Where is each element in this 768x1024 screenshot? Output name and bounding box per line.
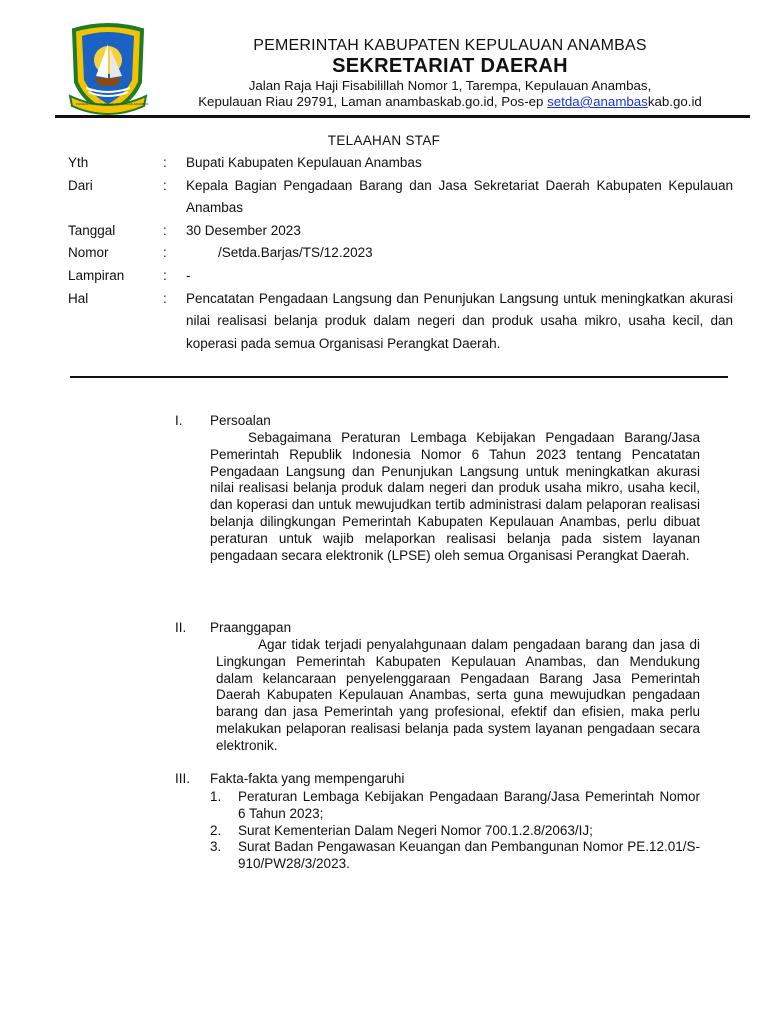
- field-label: Tanggal: [68, 222, 116, 238]
- facts-list: [210, 789, 700, 873]
- field-label: Yth: [68, 155, 89, 170]
- section-title: Persoalan: [210, 413, 271, 428]
- address-block: [150, 78, 750, 110]
- document-title: TELAAHAN STAF: [327, 133, 441, 148]
- section-title: Praanggapan: [210, 620, 292, 635]
- field-colon: :: [163, 222, 167, 238]
- list-item-number: 1.: [210, 789, 222, 804]
- field-row-tanggal: [68, 220, 733, 243]
- logo-ribbon-text: PEMERINTAH KABUPATEN KEPULAUAN ANAMBAS: [76, 102, 149, 106]
- section-body: Sebagaimana Peraturan Lembaga Kebijakan Pengadaan Barang/Jasa Pemerintah Republik Indonesia Nomor 6 Tahun 2023 tentang Pencatatan Pengadaan Langsung dan Penunjukan Langsung untuk meningkatkan akurasi nilai realisasi belanja produk dalam negeri dan produk usaha mikro, usaha kecil, dan koperasi dan untuk mewujudkan tertib administrasi dalam pelaporan realisasi belanja dilingkungan Pemerintah Kabupaten Kepulauan Anambas, perlu dibuat peraturan untuk wajib melaporkan realisasi belanja pada sistem layanan pengadaan secara elektronik (LPSE) oleh semua Organisasi Perangkat Daerah.: [210, 430, 700, 563]
- field-colon: :: [163, 177, 167, 193]
- email-link[interactable]: setda@anambas: [547, 94, 648, 109]
- list-item-text: Surat Kementerian Dalam Negeri Nomor 700.1.2.8/2063/IJ;: [238, 822, 593, 838]
- field-value: Kepala Bagian Pengadaan Barang dan Jasa Sekretariat Daerah Kabupaten Kepulauan Anambas: [186, 177, 733, 216]
- field-value: Bupati Kabupaten Kepulauan Anambas: [186, 155, 422, 170]
- field-value: 30 Desember 2023: [186, 222, 301, 238]
- section-number: I.: [175, 413, 183, 428]
- address-line-2: [150, 94, 750, 110]
- field-label: Hal: [68, 290, 89, 306]
- regency-coat-of-arms-icon: [68, 22, 148, 118]
- office-name: SEKRETARIAT DAERAH: [332, 55, 568, 77]
- field-row-nomor: [68, 242, 733, 265]
- field-label: Lampiran: [68, 267, 125, 283]
- list-item: [210, 839, 700, 873]
- list-item: [210, 789, 700, 823]
- field-value: -: [186, 267, 191, 283]
- field-row-dari: [68, 175, 733, 220]
- government-name: PEMERINTAH KABUPATEN KEPULAUAN ANAMBAS: [253, 37, 647, 54]
- list-item-text: Peraturan Lembaga Kebijakan Pengadaan Barang/Jasa Pemerintah Nomor 6 Tahun 2023;: [238, 789, 700, 821]
- field-row-lampiran: [68, 265, 733, 288]
- field-colon: :: [163, 155, 167, 170]
- address-line-1: Jalan Raja Haji Fisabilillah Nomor 1, Tarempa, Kepulauan Anambas,: [248, 78, 652, 93]
- field-row-yth: [68, 152, 733, 175]
- section-body: Agar tidak terjadi penyalahgunaan dalam pengadaan barang dan jasa di Lingkungan Pemerintah Kabupaten Kepulauan Anambas, dan Mendukung dalam kelancaraan penyelenggaraan Pengadaan Barang Jasa Pemerintah Daerah Kabupaten Kepulauan Anambas, serta guna mewujudkan pengadaan barang dan jasa Pemerintah yang profesional, efektif dan efisien, maka perlu melakukan pelaporan realisasi belanja pada system layanan pengadaan secara elektronik.: [216, 637, 700, 753]
- field-label: Dari: [68, 177, 93, 193]
- list-item: [210, 823, 700, 840]
- field-row-hal: [68, 288, 733, 356]
- email-suffix: kab.go.id: [647, 94, 702, 109]
- header-divider: [70, 376, 728, 378]
- field-label: Nomor: [68, 245, 109, 261]
- field-value: /Setda.Barjas/TS/12.2023: [218, 245, 373, 261]
- field-colon: :: [163, 267, 167, 283]
- memo-header-fields: [68, 152, 733, 355]
- address-line-2-text: Kepulauan Riau 29791, Laman anambaskab.go.id, Pos-ep: [198, 94, 548, 109]
- field-colon: :: [163, 245, 167, 261]
- section-number: III.: [175, 771, 191, 786]
- section-number: II.: [175, 620, 187, 635]
- list-item-number: 3.: [210, 839, 222, 855]
- list-item-number: 2.: [210, 822, 222, 838]
- field-value: Pencatatan Pengadaan Langsung dan Penunjukan Langsung untuk meningkatkan akurasi nilai realisasi belanja produk dalam negeri dan produk usaha mikro, usaha kecil, dan koperasi pada semua Organisasi Perangkat Daerah.: [186, 290, 733, 351]
- field-colon: :: [163, 290, 167, 306]
- letterhead-divider: [55, 115, 750, 118]
- section-title: Fakta-fakta yang mempengaruhi: [210, 771, 405, 786]
- list-item-text: Surat Badan Pengawasan Keuangan dan Pembangunan Nomor PE.12.01/S-910/PW28/3/2023.: [238, 839, 700, 872]
